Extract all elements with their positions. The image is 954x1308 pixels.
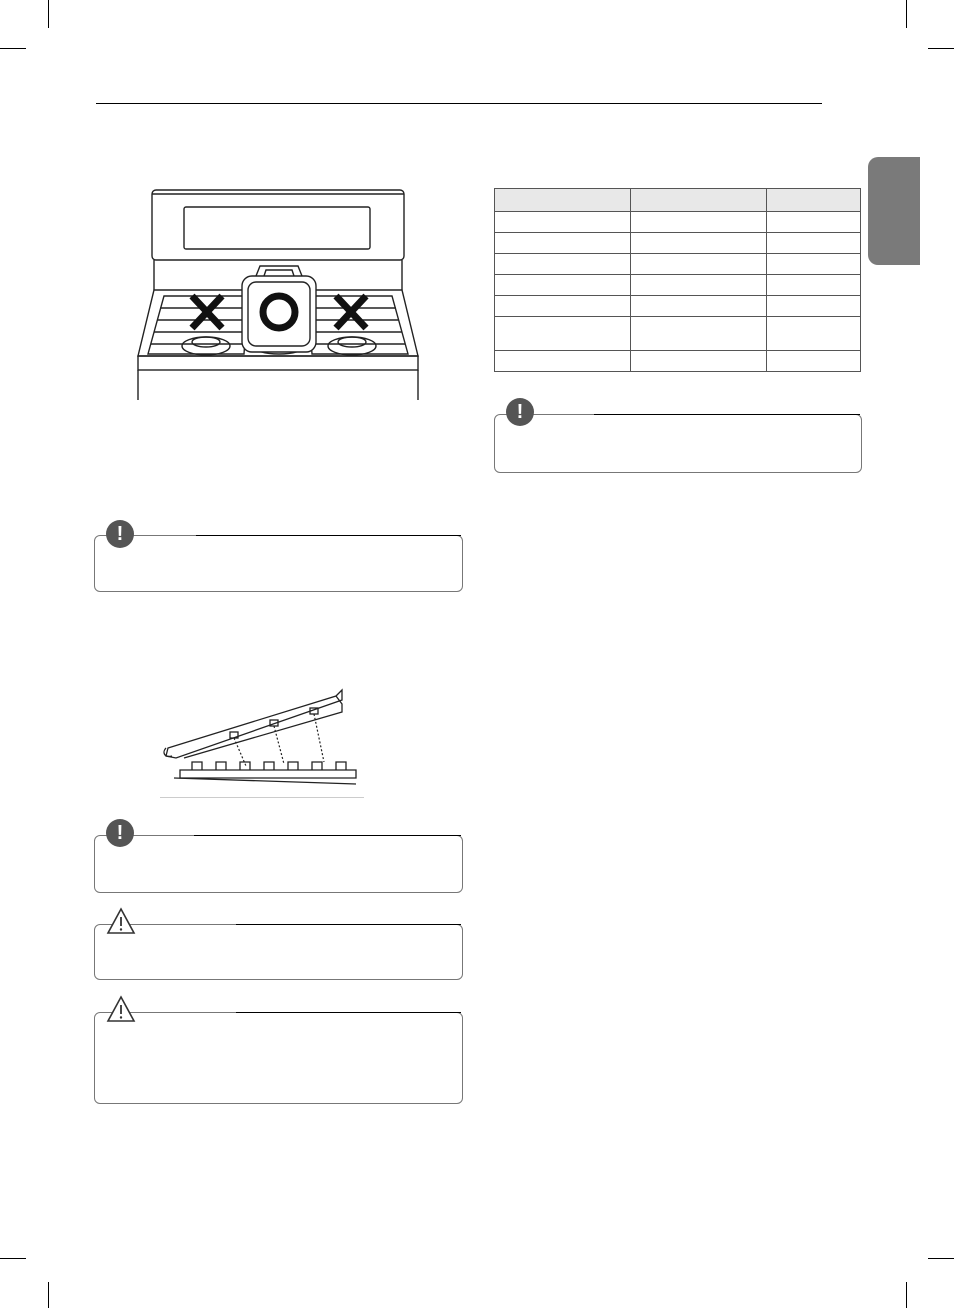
table-cell [767, 275, 861, 296]
note-heading-rule [196, 535, 461, 536]
table-cell [767, 296, 861, 317]
table-header-cell [495, 189, 631, 212]
table-cell [767, 317, 861, 351]
table-cell [767, 254, 861, 275]
caution-box [94, 1012, 463, 1104]
table-cell [631, 351, 767, 372]
caution-box [94, 924, 463, 980]
crop-mark [48, 1282, 49, 1308]
header-rule [96, 103, 822, 104]
table-cell [495, 296, 631, 317]
settings-table [494, 188, 861, 372]
crop-mark [928, 1258, 954, 1259]
crop-mark [928, 48, 954, 49]
table-row [495, 275, 861, 296]
table-cell [495, 275, 631, 296]
table-cell [495, 351, 631, 372]
crop-mark [906, 0, 907, 28]
griddle-on-grate-illustration [160, 686, 364, 788]
table-row [495, 351, 861, 372]
note-box [94, 535, 463, 592]
table-row [495, 254, 861, 275]
crop-mark [0, 48, 26, 49]
table-row [495, 212, 861, 233]
table-header-cell [767, 189, 861, 212]
note-heading-rule [594, 414, 860, 415]
crop-mark [906, 1282, 907, 1308]
note-exclamation-icon: ! [106, 520, 134, 548]
illustration-baseline [160, 797, 364, 798]
table-cell [631, 233, 767, 254]
table-cell [631, 317, 767, 351]
table-cell [631, 212, 767, 233]
caution-heading-rule [236, 1012, 461, 1013]
warning-triangle-icon [106, 995, 136, 1023]
note-exclamation-icon: ! [106, 819, 134, 847]
crop-mark [0, 1258, 26, 1259]
table-cell [767, 212, 861, 233]
language-tab [868, 157, 920, 265]
table-header-row [495, 189, 861, 212]
table-header-cell [631, 189, 767, 212]
crop-mark [48, 0, 49, 28]
table-row [495, 233, 861, 254]
table-cell [495, 317, 631, 351]
table-row [495, 296, 861, 317]
warning-triangle-icon [106, 907, 136, 935]
caution-heading-rule [236, 924, 461, 925]
note-heading-rule [194, 835, 461, 836]
table-cell [495, 254, 631, 275]
table-cell [631, 275, 767, 296]
note-box [94, 835, 463, 893]
table-cell [631, 254, 767, 275]
table-cell [767, 351, 861, 372]
table-row [495, 317, 861, 351]
table-cell [495, 233, 631, 254]
table-cell [767, 233, 861, 254]
note-exclamation-icon: ! [506, 398, 534, 426]
note-box [494, 414, 862, 473]
table-cell [631, 296, 767, 317]
range-griddle-illustration [134, 186, 424, 404]
table-cell [495, 212, 631, 233]
